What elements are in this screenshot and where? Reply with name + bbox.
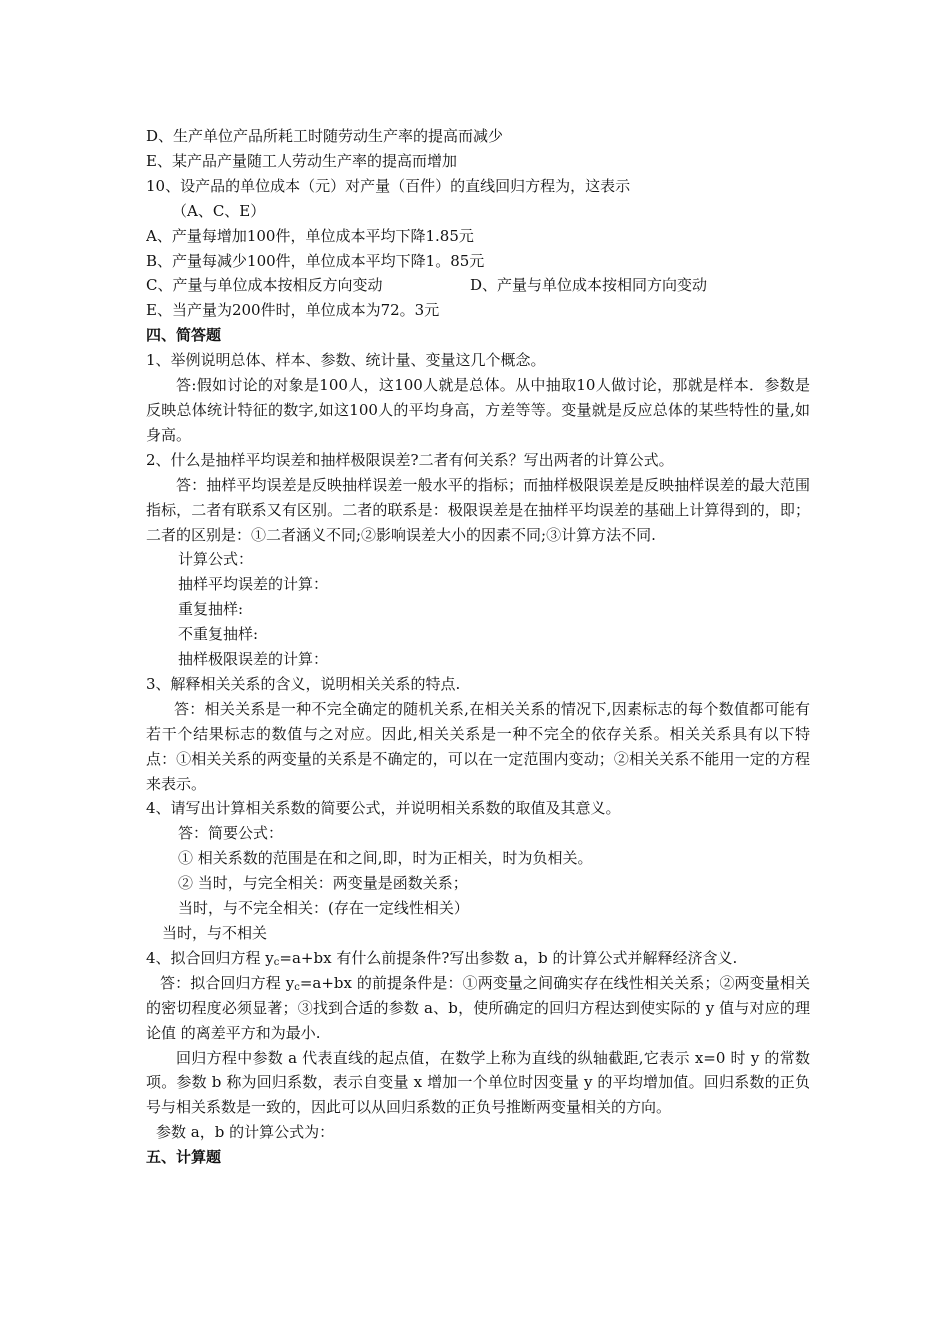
section-heading-5: 五、计算题	[146, 1148, 222, 1167]
formula-mean-error: 抽样平均误差的计算：	[178, 575, 329, 594]
answer-5-part-b: =a+bx 的前提条件是：①两变量之间确实存在线性相关关系；②两变量相关的密切程度必须显著；③找到合适的参数 a、b，使所确定的回归方程达到使实际的 y 值与对应的理论值 的离差平方和为最小.	[146, 973, 810, 1042]
formula-nonrepeated-sampling: 不重复抽样:	[178, 625, 259, 644]
formula-repeated-sampling: 重复抽样:	[178, 600, 244, 619]
question-5-subscript: c	[273, 956, 280, 968]
answer-5-part-a: 答：拟合回归方程 y	[160, 973, 295, 992]
answer-4-partial-correlation: 当时，与不完全相关：(存在一定线性相关）	[178, 899, 469, 918]
option-c-text: C、产量与单位成本按相反方向变动	[146, 276, 383, 295]
formula-limit-error: 抽样极限误差的计算：	[178, 650, 329, 669]
answer-key: （A、C、E）	[172, 201, 266, 220]
option-a-line: A、产量每增加100件，单位成本平均下降1.85元	[146, 226, 474, 245]
question-5	[146, 946, 810, 971]
options-c-d-line	[146, 273, 810, 298]
answer-4-full-correlation: ② 当时，与完全相关：两变量是函数关系；	[178, 874, 468, 893]
option-d-text: D、产量与单位成本按相同方向变动	[470, 276, 708, 295]
answer-4-range: ① 相关系数的范围是在和之间,即，时为正相关，时为负相关。	[178, 849, 593, 868]
answer-5-explanation: 回归方程中参数 a 代表直线的起点值，在数学上称为直线的纵轴截距,它表示 x=0 时 y 的常数项。参数 b 称为回归系数，表示自变量 x 增加一个单位时因变量 y 的平均增加值。回归系数的正负号与相关系数是一致的，因此可以从回归系数的正负号推断两变量相关的方向。	[146, 1048, 810, 1117]
question-2: 2、什么是抽样平均误差和抽样极限误差?二者有何关系？写出两者的计算公式。	[146, 450, 674, 469]
question-5-part-b: =a+bx 有什么前提条件?写出参数 a，b 的计算公式并解释经济含义.	[279, 948, 738, 967]
answer-4-formula: 答：简要公式：	[178, 824, 284, 843]
answer-5-subscript: c	[294, 981, 300, 993]
option-e-line: E、某产品产量随工人劳动生产率的提高而增加	[146, 151, 457, 170]
option-e-line-2: E、当产量为200件时，单位成本为72。3元	[146, 301, 440, 320]
answer-1: 答:假如讨论的对象是100人，这100人就是总体。从中抽取10人做讨论，那就是样本．参数是反映总体统计特征的数字,如这100人的平均身高，方差等等。变量就是反应总体的某些特性的量,如身高。	[146, 376, 810, 444]
question-3: 3、解释相关关系的含义，说明相关关系的特点.	[146, 674, 461, 693]
option-d-line: D、生产单位产品所耗工时随劳动生产率的提高而减少	[146, 127, 504, 145]
answer-2: 答：抽样平均误差是反映抽样误差一般水平的指标；而抽样极限误差是反映抽样误差的最大范围指标，二者有联系又有区别。二者的联系是：极限误差是在抽样平均误差的基础上计算得到的，即；二者的区别是：①二者涵义不同;②影响误差大小的因素不同;③计算方法不同.	[146, 475, 810, 544]
answer-4-no-correlation: 当时，与不相关	[162, 924, 268, 942]
answer-5	[146, 971, 810, 1046]
answer-5-formula-label: 参数 a，b 的计算公式为：	[156, 1123, 335, 1142]
question-5-part-a: 4、拟合回归方程 y	[146, 948, 274, 967]
formula-label: 计算公式：	[178, 550, 254, 569]
answer-3: 答：相关关系是一种不完全确定的随机关系,在相关关系的情况下,因素标志的每个数值都可能有若干个结果标志的数值与之对应。因此,相关关系是一种不完全的依存关系。相关关系具有以下特点：①相关关系的两变量的关系是不确定的，可以在一定范围内变动；②相关关系不能用一定的方程来表示。	[146, 699, 810, 793]
question-10: 10、设产品的单位成本（元）对产量（百件）的直线回归方程为，这表示	[146, 176, 631, 195]
document-body	[146, 124, 810, 1170]
section-heading-4: 四、简答题	[146, 326, 222, 345]
question-1: 1、举例说明总体、样本、参数、统计量、变量这几个概念。	[146, 351, 546, 370]
option-b-line: B、产量每减少100件，单位成本平均下降1。85元	[146, 251, 485, 270]
question-4: 4、请写出计算相关系数的简要公式，并说明相关系数的取值及其意义。	[146, 799, 621, 818]
